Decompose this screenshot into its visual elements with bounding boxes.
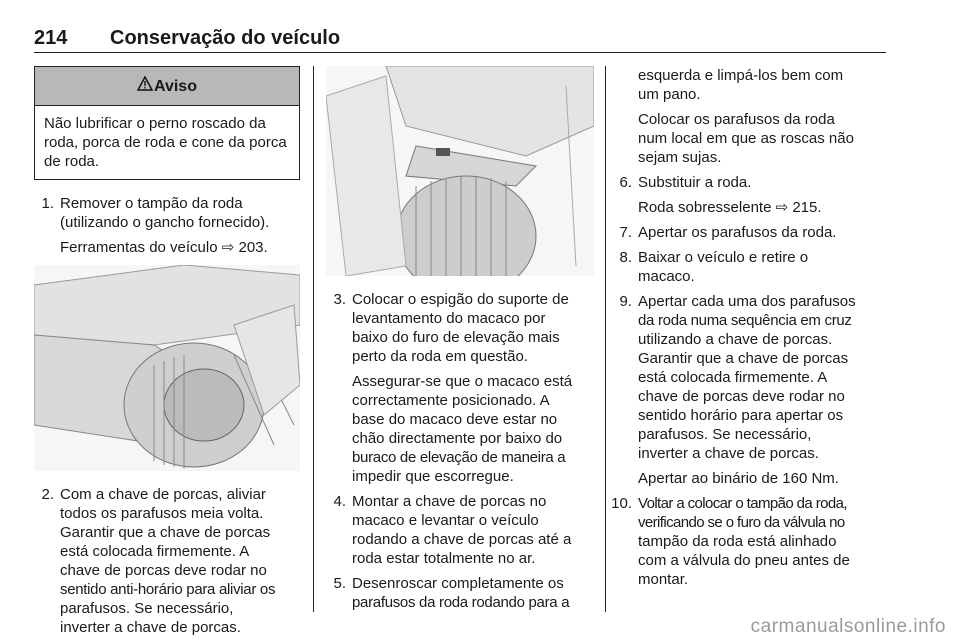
reference-page[interactable]: 215.: [792, 199, 822, 216]
step-line: Desenroscar completamente os: [352, 575, 564, 592]
step-8: [612, 248, 888, 286]
step-number: 7.: [619, 224, 632, 241]
step-4: [326, 492, 594, 568]
step-line: Remover o tampão da roda: [60, 195, 243, 212]
note-line: impedir que escorregue.: [352, 468, 514, 485]
step-number: 3.: [333, 291, 346, 308]
step-number: 10.: [611, 495, 632, 512]
page-header: [34, 27, 886, 53]
step-5-note: [612, 110, 888, 167]
warning-triangle-icon: [137, 76, 153, 96]
note-line: Colocar os parafusos da roda: [638, 111, 835, 128]
step-line: utilizando a chave de porcas.: [638, 331, 833, 348]
step-line: (utilizando o gancho fornecido).: [60, 214, 270, 231]
column-divider-1: [313, 66, 314, 612]
step-number: 4.: [333, 493, 346, 510]
step-line: esquerda e limpá-los bem com: [638, 67, 844, 84]
step-line: rodando a chave de porcas até a: [352, 531, 572, 548]
note-line: chão directamente por baixo do: [352, 430, 563, 447]
step-line: todos os parafusos meia volta.: [60, 505, 264, 522]
step-1-reference: [34, 238, 300, 257]
step-line: um pano.: [638, 86, 701, 103]
step-line: chave de porcas deve rodar no: [60, 562, 267, 579]
step-number: 6.: [619, 174, 632, 191]
column-3: [612, 66, 888, 589]
note-line: correctamente posicionado. A: [352, 392, 550, 409]
step-3-note: [326, 372, 594, 486]
step-line: parafusos. Se necessário,: [60, 600, 234, 617]
page-reference-arrow-icon: ⇨: [775, 199, 789, 216]
step-line: da roda numa sequência em cruz: [638, 312, 852, 329]
note-line: num local em que as roscas não: [638, 130, 854, 147]
step-number: 1.: [41, 195, 54, 212]
step-line: perto da roda em questão.: [352, 348, 528, 365]
illustration-jack-position: [326, 66, 594, 276]
step-line: Montar a chave de porcas no: [352, 493, 547, 510]
warning-header: [35, 67, 299, 106]
step-line: Voltar a colocar o tampão da roda,: [638, 495, 847, 512]
reference-text: Roda sobresselente: [638, 199, 776, 216]
reference-text: Ferramentas do veículo: [60, 239, 222, 256]
step-line: macaco e levantar o veículo: [352, 512, 539, 529]
note-line: sejam sujas.: [638, 149, 722, 166]
step-line: chave de porcas deve rodar no: [638, 388, 845, 405]
warning-body: Não lubrificar o perno roscado da roda, porca de roda e cone da porca de roda.: [44, 115, 287, 170]
step-line: Apertar cada uma dos parafusos: [638, 293, 856, 310]
step-line: está colocada firmemente. A: [638, 369, 828, 386]
step-line: levantamento do macaco por: [352, 310, 546, 327]
page-reference-arrow-icon: ⇨: [221, 239, 235, 256]
step-line: Colocar o espigão do suporte de: [352, 291, 569, 308]
page-title: Conservação do veículo: [110, 27, 341, 49]
step-line: Garantir que a chave de porcas: [60, 524, 271, 541]
step-line: Baixar o veículo e retire o: [638, 249, 809, 266]
note-line: base do macaco deve estar no: [352, 411, 558, 428]
column-1: [34, 66, 300, 637]
step-10: [612, 494, 888, 589]
illustration-wheel-cap: [34, 265, 300, 471]
step-line: com a válvula do pneu antes de: [638, 552, 850, 569]
step-line: sentido horário para apertar os: [638, 407, 844, 424]
step-number: 9.: [619, 293, 632, 310]
note-line: Apertar ao binário de 160 Nm.: [638, 470, 839, 487]
step-line: inverter a chave de porcas.: [60, 619, 241, 636]
note-line: Assegurar-se que o macaco está: [352, 373, 573, 390]
watermark: carmanualsonline.info: [750, 616, 946, 637]
step-number: 5.: [333, 575, 346, 592]
warning-title: Aviso: [154, 77, 197, 95]
column-divider-2: [605, 66, 606, 612]
note-line: buraco de elevação de maneira a: [352, 449, 566, 466]
column-2: [326, 66, 594, 612]
step-9: [612, 292, 888, 463]
step-7: [612, 223, 888, 242]
step-line: macaco.: [638, 268, 695, 285]
step-number: 8.: [619, 249, 632, 266]
header-rule: [34, 52, 886, 53]
step-9-note: [612, 469, 888, 488]
step-line: está colocada firmemente. A: [60, 543, 250, 560]
step-line: Substituir a roda.: [638, 174, 752, 191]
step-5-continued: [612, 66, 888, 104]
step-6: [612, 173, 888, 192]
step-2: [34, 485, 300, 637]
page-number: 214: [34, 27, 68, 49]
step-line: Com a chave de porcas, aliviar: [60, 486, 266, 503]
step-line: montar.: [638, 571, 689, 588]
step-line: tampão da roda está alinhado: [638, 533, 837, 550]
step-line: verificando se o furo da válvula no: [638, 514, 845, 531]
step-line: baixo do furo de elevação mais: [352, 329, 560, 346]
step-line: Apertar os parafusos da roda.: [638, 224, 837, 241]
step-6-reference: [612, 198, 888, 217]
step-5: [326, 574, 594, 612]
step-1: [34, 194, 300, 232]
step-line: Garantir que a chave de porcas: [638, 350, 849, 367]
warning-box: [34, 66, 300, 180]
reference-page[interactable]: 203.: [238, 239, 268, 256]
step-number: 2.: [41, 486, 54, 503]
step-line: parafusos da roda rodando para a: [352, 594, 570, 611]
step-line: inverter a chave de porcas.: [638, 445, 819, 462]
step-line: parafusos. Se necessário,: [638, 426, 812, 443]
step-line: sentido anti-horário para aliviar os: [60, 581, 276, 598]
step-3: [326, 290, 594, 366]
step-line: roda estar totalmente no ar.: [352, 550, 536, 567]
